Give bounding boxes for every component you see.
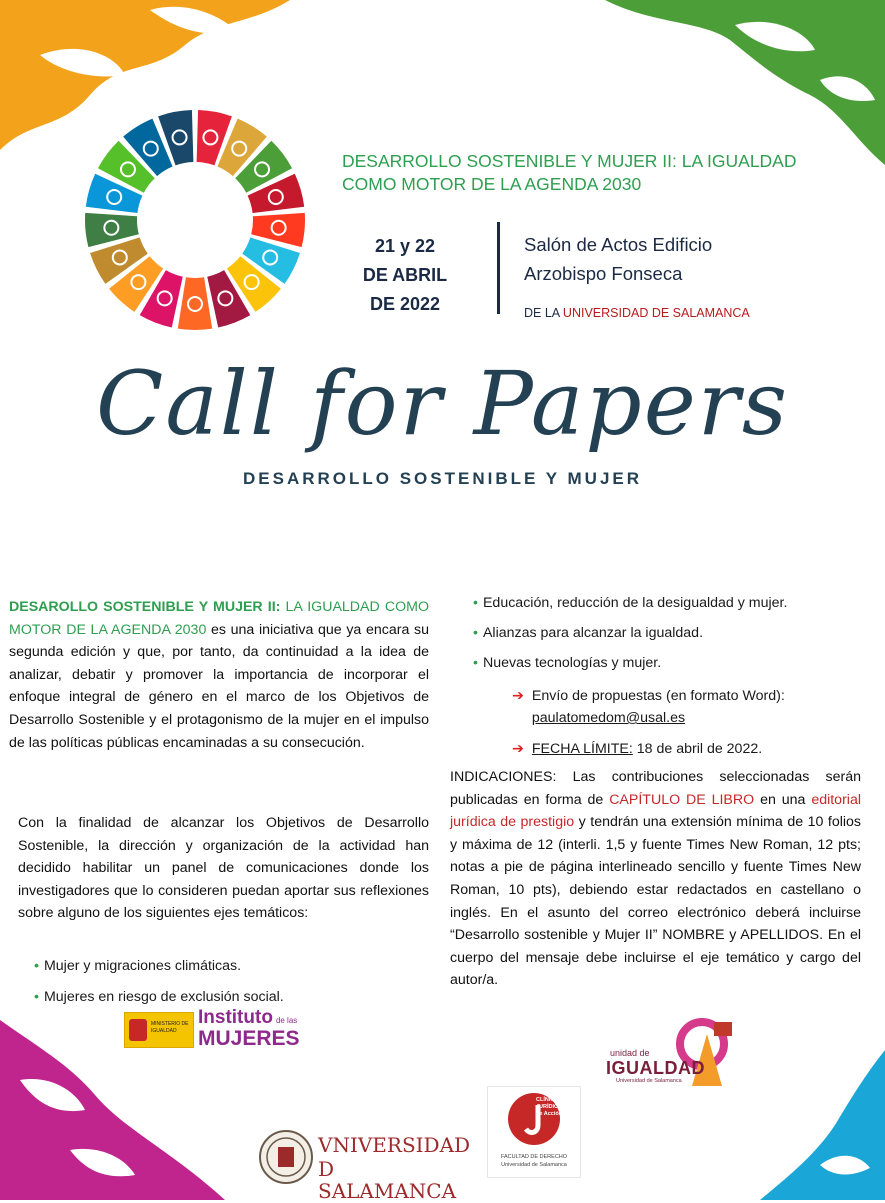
topic-item: • Mujeres en riesgo de exclusión social. — [34, 989, 284, 1005]
topic-item: • Nuevas tecnologías y mujer. — [473, 655, 662, 671]
univ-name: UNIVERSIDAD DE SALAMANCA — [562, 306, 750, 320]
arrow-right-icon: ➔ — [512, 688, 524, 704]
submission-email-link[interactable]: paulatomedom@usal.es — [531, 710, 686, 726]
bullet-icon: • — [473, 655, 478, 671]
topic-item: • Mujer y migraciones climáticas. — [34, 958, 242, 974]
sdg-wheel-logo — [80, 105, 310, 335]
book-chapter-highlight: CAPÍTULO DE LIBRO — [609, 791, 755, 808]
usal-seal-icon — [258, 1128, 314, 1186]
venue-line1: Salón de Actos Edificio — [524, 234, 713, 255]
bullet-icon: • — [34, 958, 39, 974]
intro-lead-bold: DESAROLLO SOSTENIBLE Y MUJER II: — [9, 599, 281, 615]
sdg-segment — [178, 277, 212, 330]
unidad-igualdad-logo: unidad de IGUALDAD Universidad de Salamanca — [606, 1014, 746, 1094]
deadline-label: FECHA LÍMITE: — [531, 741, 633, 757]
intro-paragraph — [9, 596, 429, 754]
submission-label: Envío de propuestas (en formato Word): — [531, 688, 785, 704]
dates-line1: 21 y 22 — [374, 236, 436, 256]
deadline-info — [512, 738, 762, 760]
intro-lead-green: LA IGUALDAD COMO MOTOR DE LA AGENDA 2030 — [9, 599, 429, 638]
universidad-salamanca-logo: VNIVERSIDAD D SALAMANCA — [258, 1128, 458, 1190]
topic-item: • Alianzas para alcanzar la igualdad. — [473, 625, 704, 641]
univ-prefix: DE LA — [524, 306, 560, 320]
intro-body: es una iniciativa que ya encara su segunda edición y que, por tanto, da continuidad a la idea de analizar, debatir y promover la importancia de incorporar el enfoque integral de género en el marco de los Objetivos de Desarrollo Sostenible y el protagonismo de la mujer en el impulso de las políticas públicas encaminadas a su consecución. — [9, 621, 429, 751]
event-venue — [524, 230, 824, 288]
bullet-icon: • — [473, 625, 478, 641]
spain-coat-of-arms-icon — [129, 1019, 147, 1041]
bullet-icon: • — [34, 989, 39, 1005]
clinica-juridica-logo: CLÍNICA JURÍDICA de Acción Social FACULTAD DE DERECHO Universidad de Salamanca — [487, 1086, 581, 1178]
event-title-line2: COMO MOTOR DE LA AGENDA 2030 — [342, 174, 642, 194]
divider — [497, 222, 500, 314]
topic-item: • Educación, reducción de la desigualdad y mujer. — [473, 595, 788, 611]
publisher-highlight: editorial jurídica de prestigio — [450, 791, 861, 831]
deadline-value: 18 de abril de 2022. — [636, 741, 763, 757]
event-title — [342, 150, 862, 196]
dates-line3: DE 2022 — [369, 294, 441, 314]
intro-paragraph-2: Con la finalidad de alcanzar los Objetivos de Desarrollo Sostenible, la dirección y organización de la actividad han decidido habilitar un panel de comunicaciones donde los investigadores que lo consideren puedan aportar sus reflexiones sobre alguno de los siguientes ejes temáticos: — [18, 815, 429, 922]
bullet-icon: • — [473, 595, 478, 611]
call-for-papers-title: Call for Papers — [95, 352, 789, 455]
indications-paragraph: INDICACIONES: Las contribuciones seleccionadas serán publicadas en forma de CAPÍTULO DE LIBRO en una editorial jurídica de prestigio y tendrán una extensión mínima de 10 folios y máxima de 12 (interli. 1,5 y fuente Times New Roman, 12 pts; notas a pie de página interlineado sencillo y fuente Times New Roman, 10 pts), debiendo estar redactados en castellano o inglés. En el asunto del correo electrónico deberá incluirse “Desarrollo sostenible y Mujer II” NOMBRE y APELLIDOS. En el cuerpo del mensaje debe incluirse el eje temático y cargo del autor/a. — [450, 769, 862, 989]
submission-info — [512, 685, 864, 729]
corner-decoration-bottom-right — [760, 1050, 885, 1200]
event-title-line1: DESARROLLO SOSTENIBLE Y MUJER II: LA IGUALDAD — [342, 151, 797, 171]
university-line — [524, 306, 750, 320]
arrow-right-icon: ➔ — [512, 741, 524, 757]
corner-decoration-top-right — [605, 0, 885, 165]
dates-line2: DE ABRIL — [362, 265, 448, 285]
venue-line2: Arzobispo Fonseca — [524, 263, 683, 284]
event-dates — [340, 232, 470, 319]
instituto-mujeres-logo: MINISTERIO DE IGUALDAD Instituto de las MUJERES — [124, 1012, 314, 1052]
ministerio-logo: MINISTERIO DE IGUALDAD — [124, 1012, 194, 1048]
call-for-papers-subtitle: DESARROLLO SOSTENIBLE Y MUJER — [242, 469, 643, 488]
